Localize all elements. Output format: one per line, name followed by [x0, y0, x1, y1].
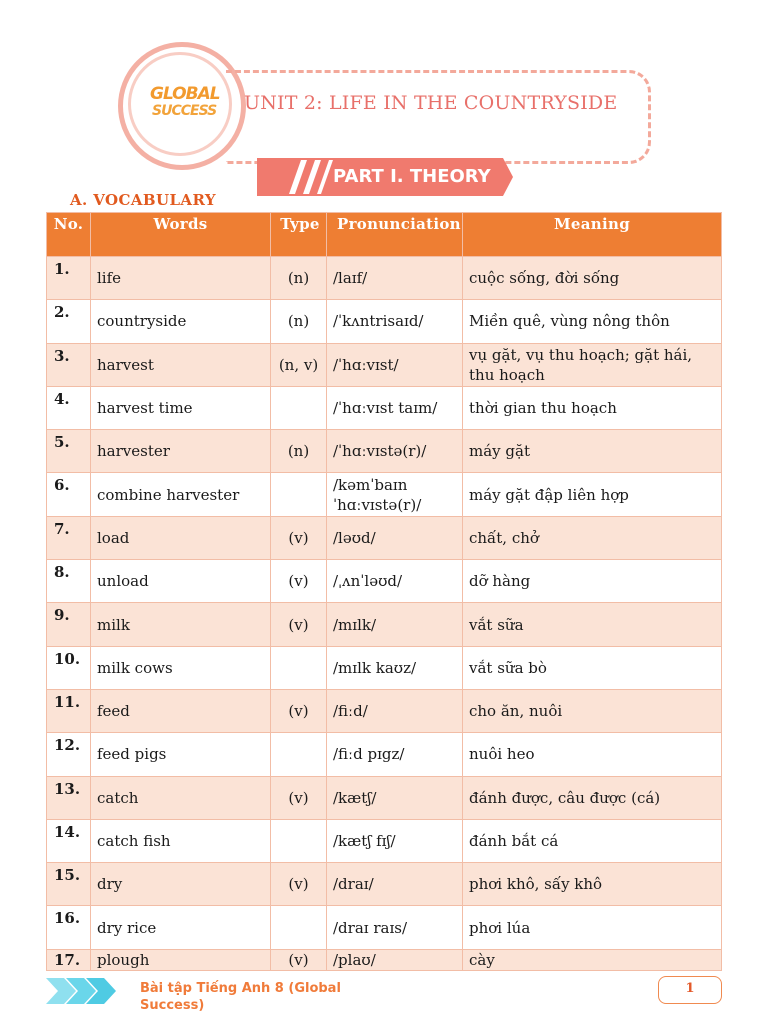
cell-meaning: máy gặt — [463, 430, 722, 473]
table-row — [47, 776, 722, 819]
cell-pronunciation: /draɪ raɪs/ — [327, 906, 463, 949]
cell-number: 10. — [47, 646, 91, 689]
cell-type: (v) — [271, 863, 327, 906]
cell-type: (n) — [271, 430, 327, 473]
cell-meaning: chất, chở — [463, 516, 722, 559]
cell-type — [271, 473, 327, 516]
cell-meaning: vắt sữa bò — [463, 646, 722, 689]
cell-pronunciation: /ˌʌnˈləʊd/ — [327, 560, 463, 603]
cell-pronunciation: /draɪ/ — [327, 863, 463, 906]
cell-pronunciation: /ˈhɑːvɪst taɪm/ — [327, 386, 463, 429]
cell-pronunciation: /fiːd pɪgz/ — [327, 733, 463, 776]
table-row — [47, 257, 722, 300]
cell-meaning: Miền quê, vùng nông thôn — [463, 300, 722, 343]
cell-number: 1. — [47, 257, 91, 300]
cell-type — [271, 819, 327, 862]
cell-pronunciation: /ˈkʌntrisaɪd/ — [327, 300, 463, 343]
chevron-arrows-icon — [46, 976, 136, 1006]
cell-word: feed — [91, 689, 271, 732]
cell-number: 15. — [47, 863, 91, 906]
cell-word: harvest — [91, 343, 271, 386]
header-words: Words — [91, 213, 271, 257]
cell-word: harvest time — [91, 386, 271, 429]
cell-meaning: đánh bắt cá — [463, 819, 722, 862]
table-row — [47, 473, 722, 516]
cell-pronunciation: /ˈhɑːvɪstə(r)/ — [327, 430, 463, 473]
cell-number: 2. — [47, 300, 91, 343]
table-row — [47, 603, 722, 646]
cell-number: 5. — [47, 430, 91, 473]
cell-meaning: cày — [463, 949, 722, 970]
header-meaning: Meaning — [463, 213, 722, 257]
cell-type: (v) — [271, 603, 327, 646]
cell-pronunciation: /kætʃ fɪʃ/ — [327, 819, 463, 862]
table-row — [47, 863, 722, 906]
cell-type: (v) — [271, 560, 327, 603]
table-row — [47, 516, 722, 559]
table-row — [47, 300, 722, 343]
table-row — [47, 949, 722, 970]
cell-meaning: đánh được, câu được (cá) — [463, 776, 722, 819]
cell-pronunciation: /mɪlk/ — [327, 603, 463, 646]
cell-word: life — [91, 257, 271, 300]
cell-type — [271, 646, 327, 689]
table-row — [47, 343, 722, 386]
cell-word: combine harvester — [91, 473, 271, 516]
table-header-row — [47, 213, 722, 257]
title-dashed-frame — [226, 70, 651, 164]
cell-number: 16. — [47, 906, 91, 949]
cell-number: 11. — [47, 689, 91, 732]
cell-type: (v) — [271, 689, 327, 732]
table-row — [47, 689, 722, 732]
cell-pronunciation: /fiːd/ — [327, 689, 463, 732]
cell-meaning: dỡ hàng — [463, 560, 722, 603]
cell-pronunciation: /kætʃ/ — [327, 776, 463, 819]
vocabulary-table — [46, 212, 722, 971]
table-row — [47, 386, 722, 429]
cell-word: catch — [91, 776, 271, 819]
cell-number: 6. — [47, 473, 91, 516]
cell-type: (n, v) — [271, 343, 327, 386]
header-pronunciation: Pronunciation — [327, 213, 463, 257]
cell-meaning: cuộc sống, đời sống — [463, 257, 722, 300]
cell-meaning: cho ăn, nuôi — [463, 689, 722, 732]
table-row — [47, 906, 722, 949]
cell-type: (v) — [271, 776, 327, 819]
cell-number: 8. — [47, 560, 91, 603]
cell-word: load — [91, 516, 271, 559]
table-row — [47, 430, 722, 473]
header-type: Type — [271, 213, 327, 257]
cell-word: dry — [91, 863, 271, 906]
cell-meaning: máy gặt đập liên hợp — [463, 473, 722, 516]
cell-word: dry rice — [91, 906, 271, 949]
cell-number: 4. — [47, 386, 91, 429]
logo-wordmark — [150, 86, 220, 120]
cell-pronunciation: /plaʊ/ — [327, 949, 463, 970]
cell-pronunciation: /mɪlk kaʊz/ — [327, 646, 463, 689]
cell-type — [271, 906, 327, 949]
table-row — [47, 733, 722, 776]
cell-word: catch fish — [91, 819, 271, 862]
logo-line-1: GLOBAL — [150, 84, 220, 104]
cell-pronunciation: /ˈhɑːvɪst/ — [327, 343, 463, 386]
page-number: 1 — [685, 981, 695, 996]
cell-meaning: phơi khô, sấy khô — [463, 863, 722, 906]
cell-word: milk cows — [91, 646, 271, 689]
cell-meaning: vắt sữa — [463, 603, 722, 646]
cell-type: (v) — [271, 516, 327, 559]
cell-number: 13. — [47, 776, 91, 819]
cell-word: feed pigs — [91, 733, 271, 776]
footer-book-title: Bài tập Tiếng Anh 8 (Global Success) — [140, 981, 341, 1013]
cell-word: plough — [91, 949, 271, 970]
cell-word: countryside — [91, 300, 271, 343]
cell-pronunciation: /laɪf/ — [327, 257, 463, 300]
cell-number: 14. — [47, 819, 91, 862]
cell-number: 3. — [47, 343, 91, 386]
cell-number: 7. — [47, 516, 91, 559]
cell-meaning: thời gian thu hoạch — [463, 386, 722, 429]
cell-pronunciation: /ləʊd/ — [327, 516, 463, 559]
section-heading: A. VOCABULARY — [70, 191, 216, 209]
table-row — [47, 819, 722, 862]
table-row — [47, 560, 722, 603]
page-number-box — [658, 976, 722, 1004]
cell-type: (v) — [271, 949, 327, 970]
table-row — [47, 646, 722, 689]
cell-meaning: nuôi heo — [463, 733, 722, 776]
cell-word: harvester — [91, 430, 271, 473]
cell-number: 12. — [47, 733, 91, 776]
cell-type: (n) — [271, 257, 327, 300]
part-label: PART I. THEORY — [333, 166, 491, 187]
cell-number: 9. — [47, 603, 91, 646]
cell-number: 17. — [47, 949, 91, 970]
cell-type — [271, 733, 327, 776]
cell-word: milk — [91, 603, 271, 646]
cell-type: (n) — [271, 300, 327, 343]
table-body — [47, 257, 722, 971]
header-no: No. — [47, 213, 91, 257]
logo-line-2: SUCCESS — [152, 103, 217, 119]
cell-type — [271, 386, 327, 429]
unit-title: UNIT 2: LIFE IN THE COUNTRYSIDE — [244, 92, 618, 114]
cell-meaning: phơi lúa — [463, 906, 722, 949]
cell-pronunciation: /kəmˈbaɪn ˈhɑːvɪstə(r)/ — [327, 473, 463, 516]
part-banner — [257, 158, 513, 196]
cell-meaning: vụ gặt, vụ thu hoạch; gặt hái, thu hoạch — [463, 343, 722, 386]
cell-word: unload — [91, 560, 271, 603]
